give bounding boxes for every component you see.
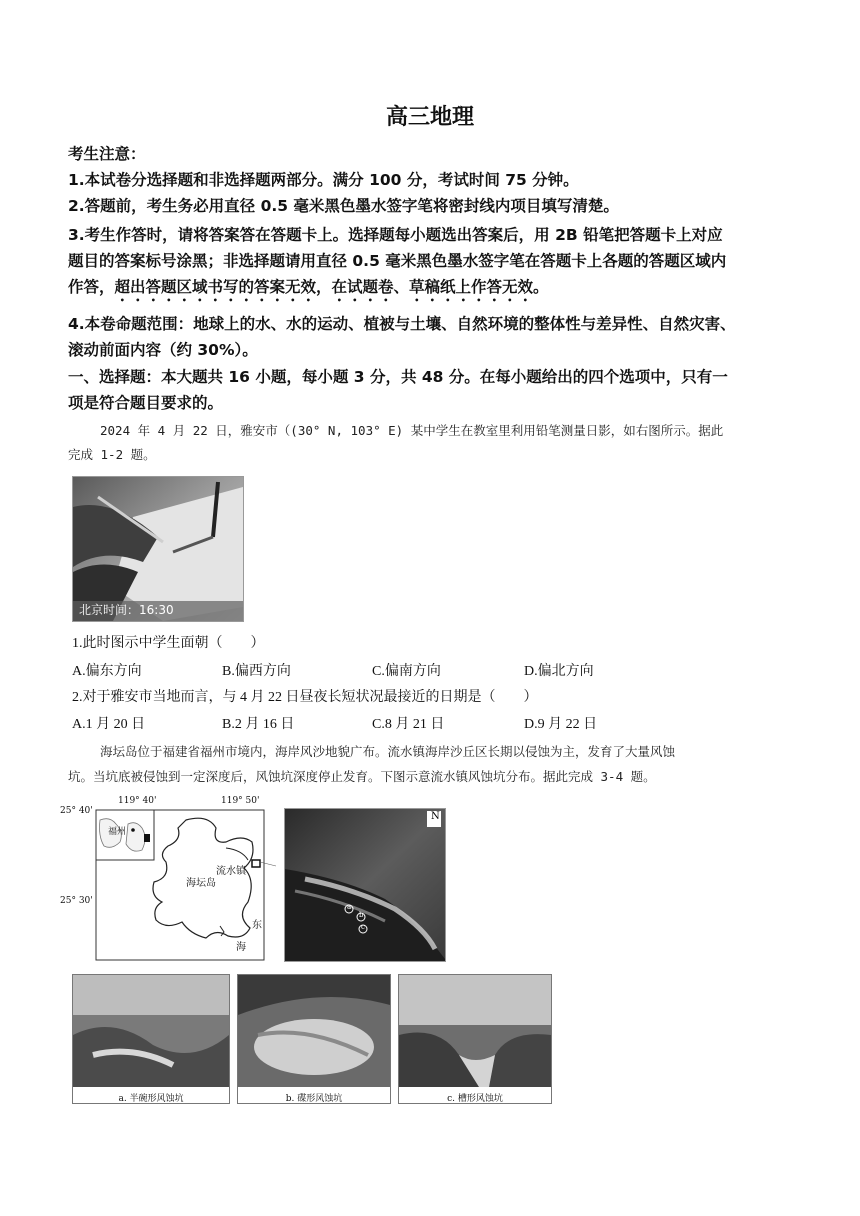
photo-c-caption: c. 槽形风蚀坑 bbox=[447, 1094, 503, 1104]
photo-b-caption: b. 碟形风蚀坑 bbox=[285, 1094, 343, 1104]
stem-1-line2: 完成 1-2 题。 bbox=[68, 447, 156, 462]
map-lon-2: 119° 50' bbox=[221, 796, 260, 806]
notice-item-3-line3-start: 作答， bbox=[68, 278, 115, 296]
photo-saucer bbox=[237, 974, 391, 1104]
map-lat-2: 25° 30' bbox=[60, 896, 93, 906]
q1-option-d: D.偏北方向 bbox=[524, 664, 594, 679]
aerial-photo bbox=[284, 808, 446, 962]
map-sea-label-a: 东 bbox=[252, 920, 262, 931]
q2-option-d: D.9 月 22 日 bbox=[524, 717, 598, 732]
north-arrow-label: N bbox=[431, 811, 440, 822]
q1-option-c: C.偏南方向 bbox=[372, 664, 441, 679]
map-city-label: 福州 bbox=[108, 827, 127, 837]
notice-item-2: 2.答题前，考生务必用直径 0.5 毫米黑色墨水签字笔将密封线内项目填写清楚。 bbox=[68, 197, 619, 215]
aerial-illustration bbox=[285, 809, 445, 961]
question-2: 2.对于雅安市当地而言，与 4 月 22 日昼夜长短状况最接近的日期是（ ） bbox=[72, 690, 538, 705]
q2-option-c: C.8 月 21 日 bbox=[372, 717, 445, 732]
pencil-shadow-photo bbox=[72, 476, 244, 622]
half-bowl-illustration bbox=[73, 975, 229, 1087]
notice-heading: 考生注意： bbox=[68, 145, 146, 163]
q1-option-a: A.偏东方向 bbox=[72, 664, 142, 679]
aerial-point-c: c bbox=[361, 923, 365, 931]
landform-photos bbox=[72, 974, 552, 1104]
haitan-island-map bbox=[60, 796, 276, 963]
map-town-label: 流水镇 bbox=[216, 866, 246, 877]
stem-2-line2: 坑。当坑底被侵蚀到一定深度后，风蚀坑深度停止发育。下图示意流水镇风蚀坑分布。据此完成 3-4 题。 bbox=[68, 769, 656, 784]
notice-item-1: 1.本试卷分选择题和非选择题两部分。满分 100 分，考试时间 75 分钟。 bbox=[68, 171, 579, 189]
aerial-point-b: b bbox=[359, 911, 364, 919]
photo-half-bowl bbox=[72, 974, 230, 1104]
q1-option-b: B.偏西方向 bbox=[222, 664, 291, 679]
map-island-label: 海坛岛 bbox=[186, 878, 216, 889]
notice-item-3-emphasis: 超出答题区域书写的答案无效，在试题卷、草稿纸上作答无效。 bbox=[114, 278, 549, 296]
saucer-illustration bbox=[238, 975, 390, 1087]
question-1: 1.此时图示中学生面朝（ ） bbox=[72, 636, 265, 651]
notice-item-3-line3 bbox=[68, 274, 798, 305]
notice-item-4-line1: 4.本卷命题范围：地球上的水、水的运动、植被与土壤、自然环境的整体性与差异性、自然灾害、 bbox=[68, 315, 736, 333]
photo-time-caption: 北京时间：16:30 bbox=[79, 603, 174, 617]
trough-illustration bbox=[399, 975, 551, 1087]
q2-option-b: B.2 月 16 日 bbox=[222, 717, 295, 732]
page-title: 高三地理 bbox=[385, 105, 474, 130]
q2-option-a: A.1 月 20 日 bbox=[72, 717, 146, 732]
aerial-point-a: a bbox=[347, 903, 352, 911]
notice-item-4-line2: 滚动前面内容（约 30%）。 bbox=[68, 341, 258, 359]
notice-item-3-line1: 3.考生作答时，请将答案答在答题卡上。选择题每小题选出答案后，用 2B 铅笔把答题卡上对应 bbox=[68, 226, 723, 244]
stem-1-line1: 2024 年 4 月 22 日，雅安市（(30° N, 103° E) 某中学生在教室里利用铅笔测量日影，如右图所示。据此 bbox=[100, 423, 724, 438]
section-heading-line1: 一、选择题：本大题共 16 小题，每小题 3 分，共 48 分。在每小题给出的四个选项中，只有一 bbox=[68, 368, 728, 386]
notice-item-3-line2: 题目的答案标号涂黑；非选择题请用直径 0.5 毫米黑色墨水签字笔在答题卡上各题的答题区域内 bbox=[68, 252, 727, 270]
section-heading-line2: 项是符合题目要求的。 bbox=[68, 394, 224, 412]
photo-a-caption: a. 半碗形风蚀坑 bbox=[118, 1094, 184, 1104]
photo-trough bbox=[398, 974, 552, 1104]
map-lon-1: 119° 40' bbox=[118, 796, 157, 806]
map-sea-label-b: 海 bbox=[236, 942, 246, 953]
stem-2-line1: 海坛岛位于福建省福州市境内，海岸风沙地貌广布。流水镇海岸沙丘区长期以侵蚀为主，发育了大量风蚀 bbox=[100, 744, 676, 759]
map-lat-1: 25° 40' bbox=[60, 806, 93, 816]
pencil-shadow-illustration bbox=[73, 477, 243, 621]
